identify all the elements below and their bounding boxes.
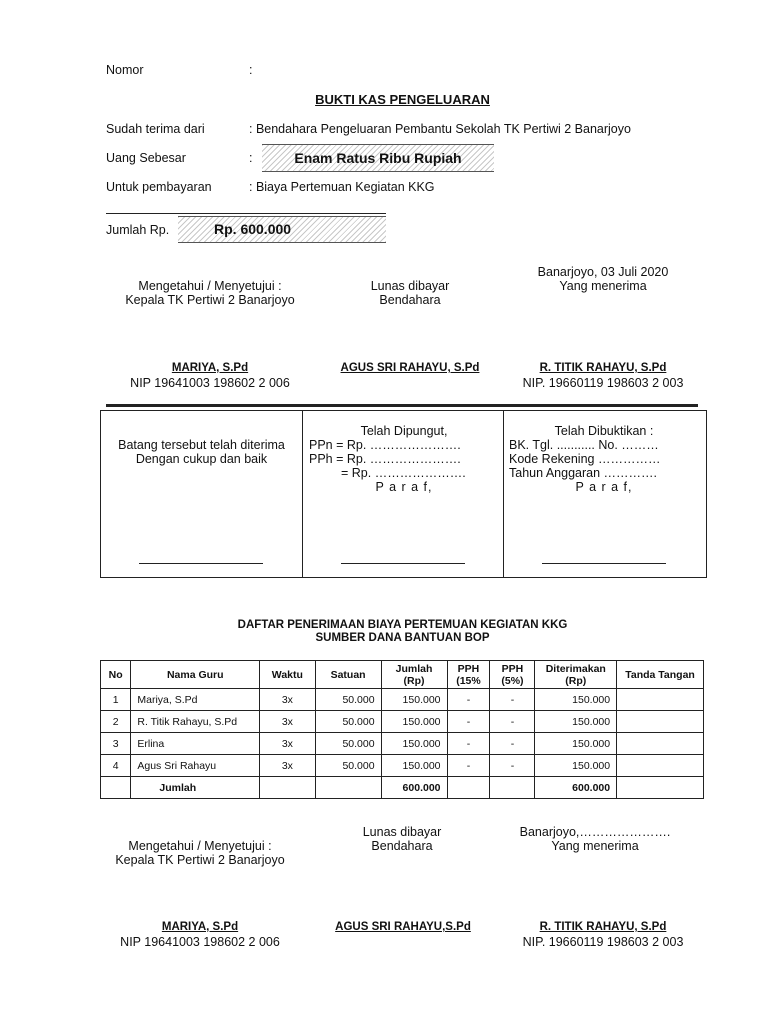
approver-nip: NIP 19641003 198602 2 006	[130, 376, 290, 390]
approver-name: MARIYA, S.Pd	[171, 362, 249, 374]
cell-waktu: 3x	[260, 755, 315, 777]
terima-label: Sudah terima dari	[106, 122, 205, 136]
approver-nip-2: NIP 19641003 198602 2 006	[120, 935, 280, 949]
cell-satuan: 50.000	[315, 755, 381, 777]
cell-no: 1	[101, 689, 131, 711]
verification-column-divider	[302, 411, 303, 577]
cell-pph15: -	[447, 755, 490, 777]
untuk-label: Untuk pembayaran	[106, 180, 212, 194]
pph-line: PPh = Rp. ………………….	[309, 452, 461, 466]
cell-pph5: -	[490, 689, 535, 711]
treasurer-title	[350, 279, 470, 307]
cell-pph5: -	[490, 733, 535, 755]
untuk-value: : Biaya Pertemuan Kegiatan KKG	[249, 180, 435, 194]
cell-empty	[315, 777, 381, 799]
list-title	[0, 619, 768, 645]
signature-line	[139, 563, 263, 564]
tax-collected	[309, 424, 499, 494]
receiver-nip-2: NIP. 19660119 198603 2 003	[522, 935, 684, 949]
list-title-line1: DAFTAR PENERIMAAN BIAYA PERTEMUAN KEGIATAN KKG	[237, 619, 568, 631]
cell-pph5: -	[490, 755, 535, 777]
cell-pph15: -	[447, 711, 490, 733]
treasurer-name-2: AGUS SRI RAHAYU,S.Pd	[335, 921, 471, 933]
col-jumlah: Jumlah (Rp)	[381, 661, 447, 689]
cell-waktu: 3x	[260, 711, 315, 733]
cell-empty	[490, 777, 535, 799]
cell-empty	[447, 777, 490, 799]
treasurer-line2: Bendahara	[371, 839, 433, 853]
treasurer-name: AGUS SRI RAHAYU, S.Pd	[340, 362, 480, 374]
list-title-line2: SUMBER DANA BANTUAN BOP	[315, 632, 490, 644]
amount-words: Enam Ratus Ribu Rupiah	[294, 150, 462, 166]
table-row	[101, 755, 704, 777]
cell-satuan: 50.000	[315, 733, 381, 755]
total-jumlah: 600.000	[381, 777, 447, 799]
nomor-separator: :	[249, 63, 253, 77]
cell-pph15: -	[447, 689, 490, 711]
amount-number: Rp. 600.000	[214, 221, 292, 237]
receiver-name: R. TITIK RAHAYU, S.Pd	[539, 362, 667, 374]
approver-line1: Mengetahui / Menyetujui :	[138, 279, 282, 293]
treasurer-line1: Lunas dibayar	[370, 279, 450, 293]
verification-box	[100, 410, 707, 578]
receiver-nip: NIP. 19660119 198603 2 003	[522, 376, 684, 390]
receiver-name-2: R. TITIK RAHAYU, S.Pd	[539, 921, 667, 933]
cell-nama: Agus Sri Rahayu	[131, 755, 260, 777]
col-satuan: Satuan	[315, 661, 381, 689]
cell-jumlah: 150.000	[381, 733, 447, 755]
cell-no: 2	[101, 711, 131, 733]
approver-line2: Kepala TK Pertiwi 2 Banarjoyo	[125, 293, 295, 307]
proof-section	[509, 424, 699, 494]
receiver-line: Yang menerima	[551, 839, 639, 853]
cell-diterima: 150.000	[535, 711, 617, 733]
document-title: BUKTI KAS PENGELUARAN	[315, 92, 490, 107]
jumlah-label: Jumlah Rp.	[106, 223, 170, 237]
cell-empty	[101, 777, 131, 799]
receiver-line: Yang menerima	[559, 279, 647, 293]
table-row	[101, 711, 704, 733]
uang-label: Uang Sebesar	[106, 151, 186, 165]
cell-nama: Erlina	[131, 733, 260, 755]
receiver-title	[513, 265, 693, 293]
tax-total-line: = Rp. ………………….	[341, 466, 466, 480]
amount-words-box	[262, 144, 494, 172]
nomor-label: Nomor	[106, 63, 144, 77]
terima-value: : Bendahara Pengeluaran Pembantu Sekolah TK Pertiwi 2 Banarjoyo	[249, 122, 631, 136]
cell-nama: R. Titik Rahayu, S.Pd	[131, 711, 260, 733]
verification-column-divider	[503, 411, 504, 577]
cell-jumlah: 150.000	[381, 755, 447, 777]
cell-satuan: 50.000	[315, 711, 381, 733]
cell-no: 4	[101, 755, 131, 777]
divider-line	[106, 213, 386, 214]
cell-diterima: 150.000	[535, 733, 617, 755]
kode-rekening-line: Kode Rekening ……………	[509, 452, 661, 466]
received-line1: Batang tersebut telah diterima	[118, 438, 285, 452]
cell-jumlah: 150.000	[381, 689, 447, 711]
cell-pph15: -	[447, 733, 490, 755]
cell-tanda-tangan	[617, 755, 704, 777]
cell-tanda-tangan	[617, 711, 704, 733]
cell-empty	[260, 777, 315, 799]
treasurer-title-2	[342, 825, 462, 853]
cell-pph5: -	[490, 711, 535, 733]
total-diterima: 600.000	[535, 777, 617, 799]
approver-name-2: MARIYA, S.Pd	[161, 921, 239, 933]
col-nama: Nama Guru	[131, 661, 260, 689]
cell-diterima: 150.000	[535, 689, 617, 711]
approver-line2: Kepala TK Pertiwi 2 Banarjoyo	[115, 853, 285, 867]
approver-line1: Mengetahui / Menyetujui :	[128, 839, 272, 853]
approver-title-2	[100, 839, 300, 867]
cell-waktu: 3x	[260, 733, 315, 755]
cell-nama: Mariya, S.Pd	[131, 689, 260, 711]
treasurer-line2: Bendahara	[379, 293, 441, 307]
approver-title	[110, 279, 310, 307]
amount-number-box	[178, 216, 386, 243]
receiver-title-2	[500, 825, 690, 853]
signature-line	[341, 563, 465, 564]
received-statement	[101, 438, 302, 466]
table-total-row	[101, 777, 704, 799]
col-pph5: PPH (5%)	[490, 661, 535, 689]
bk-line: BK. Tgl. ........... No. ………	[509, 438, 659, 452]
received-line2: Dengan cukup dan baik	[135, 452, 268, 466]
cell-tanda-tangan	[617, 689, 704, 711]
table-header-row	[101, 661, 704, 689]
col-tanda-tangan: Tanda Tangan	[617, 661, 704, 689]
table-row	[101, 689, 704, 711]
ppn-line: PPn = Rp. ………………….	[309, 438, 461, 452]
col-no: No	[101, 661, 131, 689]
cell-diterima: 150.000	[535, 755, 617, 777]
col-waktu: Waktu	[260, 661, 315, 689]
col-diterimakan: Diterimakan (Rp)	[535, 661, 617, 689]
cell-waktu: 3x	[260, 689, 315, 711]
proof-title: Telah Dibuktikan :	[554, 424, 654, 438]
col-pph15: PPH (15%	[447, 661, 490, 689]
cell-satuan: 50.000	[315, 689, 381, 711]
paraf-label: P a r a f,	[375, 480, 433, 494]
cell-no: 3	[101, 733, 131, 755]
cell-tanda-tangan	[617, 733, 704, 755]
cell-empty	[617, 777, 704, 799]
tahun-anggaran-line: Tahun Anggaran ………….	[509, 466, 657, 480]
receiver-date: Banarjoyo,………………….	[519, 825, 671, 839]
thick-divider	[106, 404, 698, 407]
signature-line	[542, 563, 666, 564]
paraf-label: P a r a f,	[575, 480, 633, 494]
total-label: Jumlah	[131, 777, 260, 799]
tax-title: Telah Dipungut,	[360, 424, 448, 438]
recipient-table	[100, 660, 704, 799]
treasurer-line1: Lunas dibayar	[362, 825, 442, 839]
cell-jumlah: 150.000	[381, 711, 447, 733]
table-row	[101, 733, 704, 755]
uang-separator: :	[249, 151, 253, 165]
receiver-date: Banarjoyo, 03 Juli 2020	[537, 265, 669, 279]
